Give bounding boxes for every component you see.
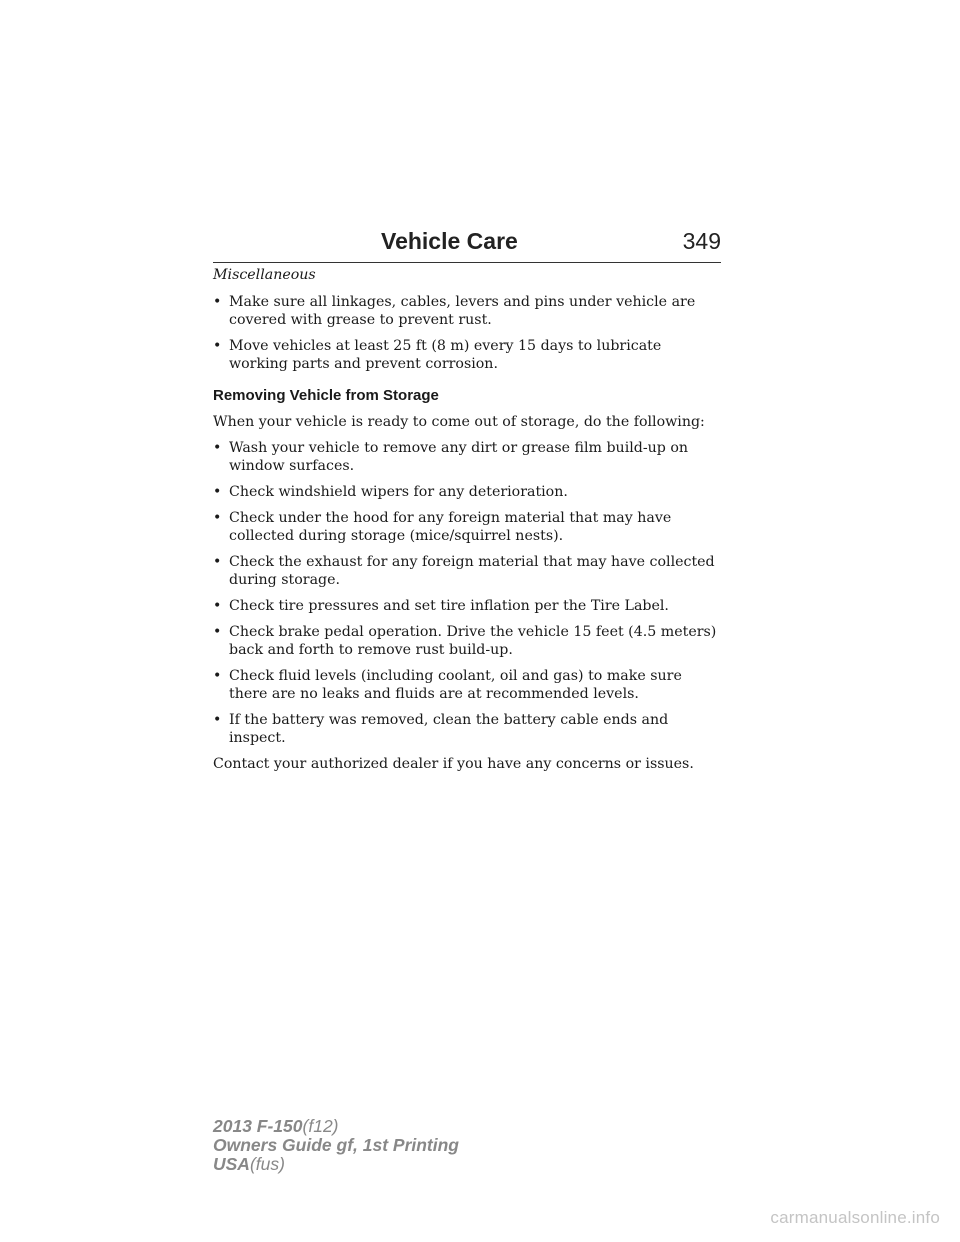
footer-model: 2013 F-150: [213, 1116, 303, 1136]
misc-heading: Miscellaneous: [213, 267, 316, 283]
removing-intro: When your vehicle is ready to come out of storage, do the following:: [213, 414, 705, 430]
list-item: • Check tire pressures and set tire inflation per the Tire Label.: [213, 597, 723, 615]
footer-line-1: [213, 1117, 459, 1136]
page-body: [213, 266, 723, 781]
list-item: • If the battery was removed, clean the battery cable ends and inspect.: [213, 711, 723, 747]
list-item: • Check fluid levels (including coolant, oil and gas) to make sure there are no leaks and fluids are at recommended levels.: [213, 667, 723, 703]
list-item: • Check windshield wipers for any deterioration.: [213, 483, 723, 501]
removing-heading: Removing Vehicle from Storage: [213, 387, 439, 404]
page-header: [213, 226, 721, 263]
list-item: • Check the exhaust for any foreign material that may have collected during storage.: [213, 553, 723, 589]
watermark-text: carmanualsonline.info: [770, 1208, 940, 1227]
page-number: 349: [682, 228, 721, 254]
print-footer: [213, 1117, 459, 1174]
list-item: • Make sure all linkages, cables, levers and pins under vehicle are covered with grease to prevent rust.: [213, 293, 723, 329]
misc-bullet-list: [213, 293, 723, 373]
list-item: • Check brake pedal operation. Drive the vehicle 15 feet (4.5 meters) back and forth to remove rust build-up.: [213, 623, 723, 659]
list-item: • Move vehicles at least 25 ft (8 m) every 15 days to lubricate working parts and prevent corrosion.: [213, 337, 723, 373]
list-item: • Check under the hood for any foreign material that may have collected during storage (mice/squirrel nests).: [213, 509, 723, 545]
section-title: Vehicle Care: [381, 228, 518, 254]
footer-market-code: (fus): [249, 1154, 285, 1174]
footer-market: USA: [213, 1154, 250, 1174]
closing-text: Contact your authorized dealer if you have any concerns or issues.: [213, 756, 694, 772]
list-item: • Wash your vehicle to remove any dirt or grease film build-up on window surfaces.: [213, 439, 723, 475]
footer-line-3: [213, 1155, 459, 1174]
removing-bullet-list: [213, 439, 723, 747]
footer-model-code: (f12): [302, 1116, 339, 1136]
footer-line-2: Owners Guide gf, 1st Printing: [213, 1135, 459, 1155]
